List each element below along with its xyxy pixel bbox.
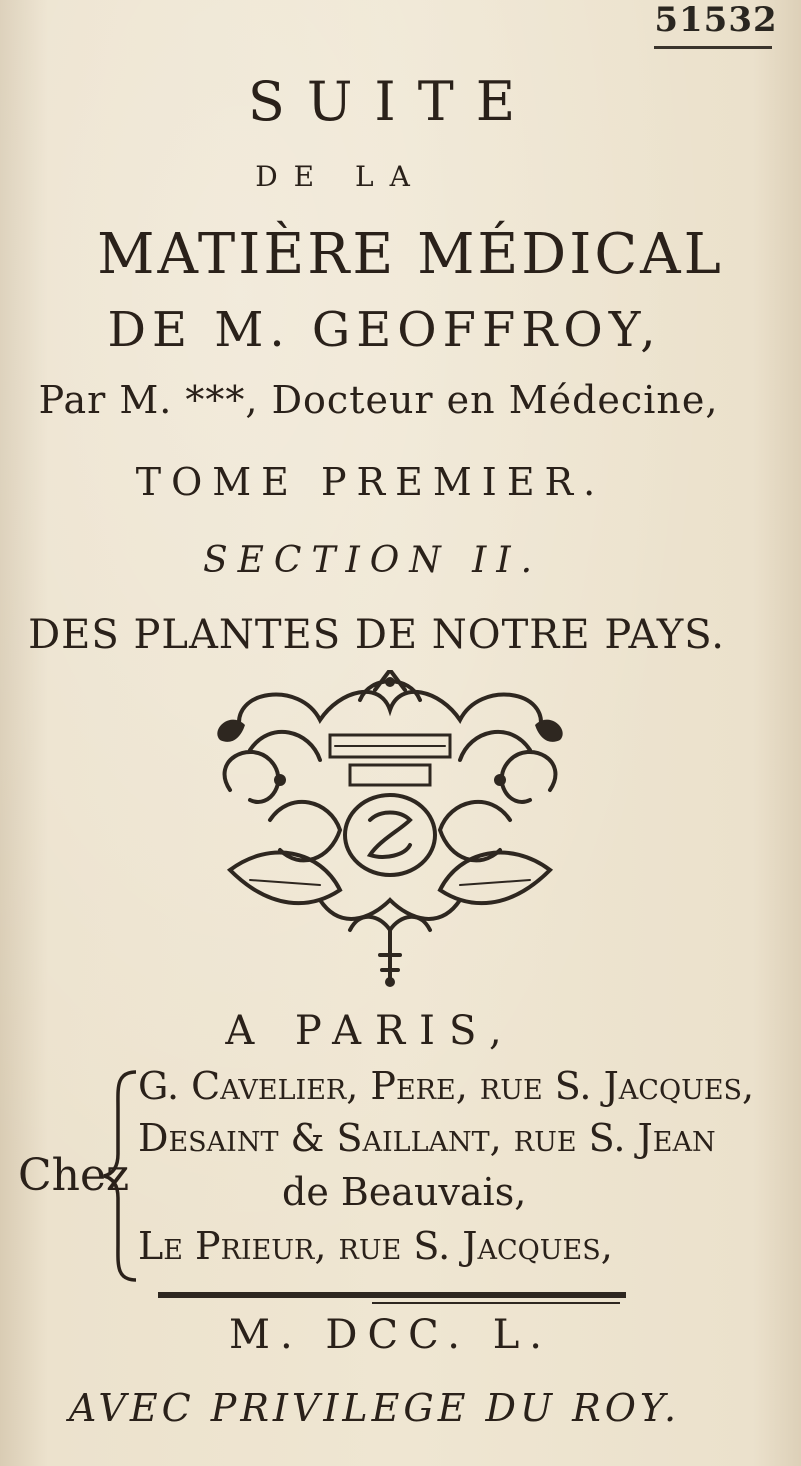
title-suite: SUITE: [247, 70, 538, 133]
subtitle-line: DES PLANTES DE NOTRE PAYS.: [28, 612, 725, 658]
title-matiere-medical: MATIÈRE MÉDICAL: [97, 222, 724, 287]
shelfmark-underline: [654, 46, 772, 49]
author-line: Par M. ***, Docteur en Médecine,: [38, 378, 719, 422]
imprint-year: M. DCC. L.: [229, 1312, 552, 1358]
section-line: SECTION II.: [202, 540, 543, 581]
publisher-desaint-saillant: Desaint & Saillant, rue S. Jean: [138, 1116, 716, 1160]
volume-line: TOME PREMIER.: [135, 460, 606, 504]
curly-brace-icon: [100, 1068, 140, 1284]
publisher-cavelier: G. Cavelier, Pere, rue S. Jacques,: [138, 1064, 755, 1108]
title-de-la: DE LA: [255, 160, 426, 193]
title-geoffroy: DE M. GEOFFROY,: [107, 302, 662, 358]
imprint-city: A PARIS,: [225, 1008, 516, 1054]
publisher-le-prieur: Le Prieur, rue S. Jacques,: [138, 1224, 613, 1268]
imprint-chez: Chez: [18, 1150, 130, 1201]
double-rule-thick: [158, 1292, 626, 1298]
imprint-privilege: AVEC PRIVILEGE DU ROY.: [68, 1386, 681, 1430]
shelfmark: 51532: [654, 0, 778, 40]
printers-ornament-icon: [210, 670, 570, 990]
publisher-beauvais: de Beauvais,: [282, 1170, 527, 1214]
double-rule-thin: [372, 1302, 620, 1304]
